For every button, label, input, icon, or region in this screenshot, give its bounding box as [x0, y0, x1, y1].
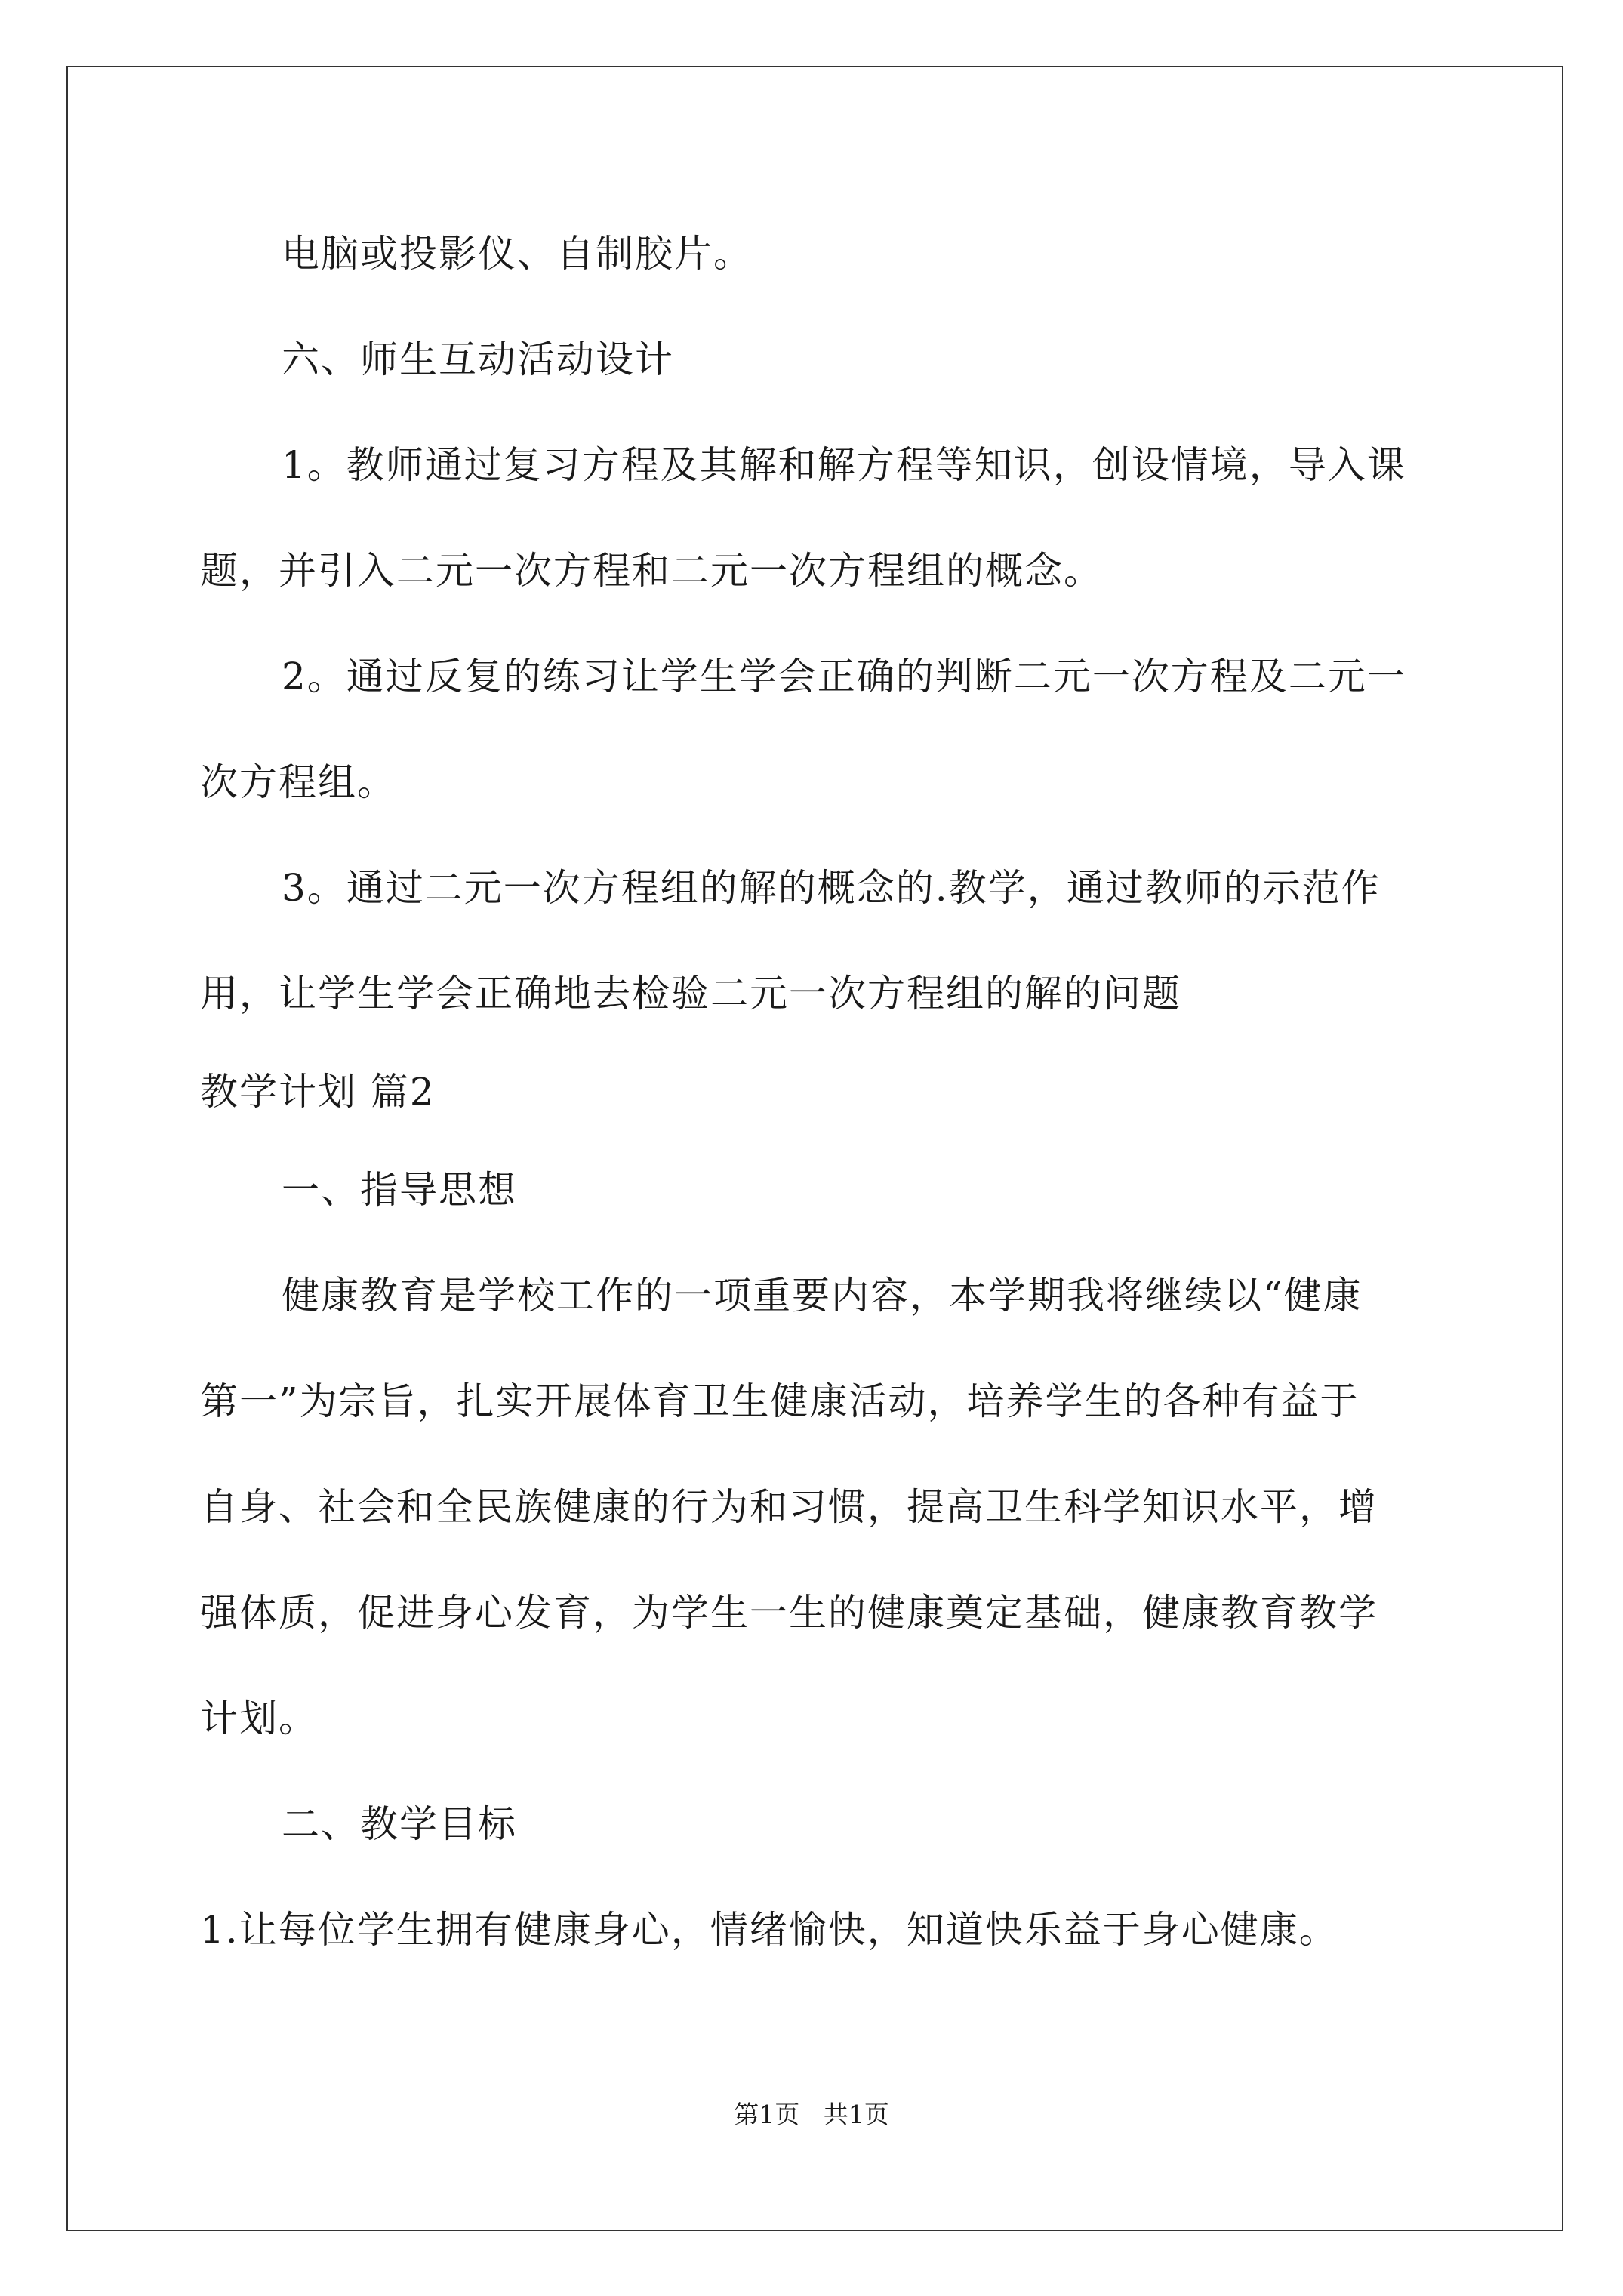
paragraph-line: 用，让学生学会正确地去检验二元一次方程组的解的问题	[200, 972, 1181, 1015]
paragraph-line: 强体质，促进身心发育，为学生一生的健康奠定基础，健康教育教学	[200, 1591, 1378, 1635]
page-number-footer: 第1页 共1页	[734, 2100, 889, 2129]
document-section-title: 教学计划 篇2	[200, 1070, 436, 1114]
page-border	[66, 66, 1563, 2231]
paragraph-line: 电脑或投影仪、自制胶片。	[282, 232, 753, 276]
section-heading: 六、师生互动活动设计	[282, 337, 674, 381]
section-heading: 一、指导思想	[282, 1168, 517, 1212]
paragraph-line: 1。教师通过复习方程及其解和解方程等知识，创设情境，导入课	[282, 443, 1406, 487]
paragraph-line: 题，并引入二元一次方程和二元一次方程组的概念。	[200, 549, 1103, 593]
paragraph-line: 第一”为宗旨，扎实开展体育卫生健康活动，培养学生的各种有益于	[200, 1379, 1360, 1423]
paragraph-line: 自身、社会和全民族健康的行为和习惯，提高卫生科学知识水平，增	[200, 1485, 1378, 1529]
paragraph-line: 计划。	[200, 1697, 318, 1740]
paragraph-line: 3。通过二元一次方程组的解的概念的.教学，通过教师的示范作	[282, 866, 1381, 910]
paragraph-line: 次方程组。	[200, 760, 396, 804]
paragraph-line: 2。通过反复的练习让学生学会正确的判断二元一次方程及二元一	[282, 655, 1406, 698]
section-heading: 二、教学目标	[282, 1802, 517, 1846]
paragraph-line: 1.让每位学生拥有健康身心，情绪愉快，知道快乐益于身心健康。	[200, 1908, 1338, 1952]
paragraph-line: 健康教育是学校工作的一项重要内容，本学期我将继续以“健康	[282, 1274, 1363, 1318]
